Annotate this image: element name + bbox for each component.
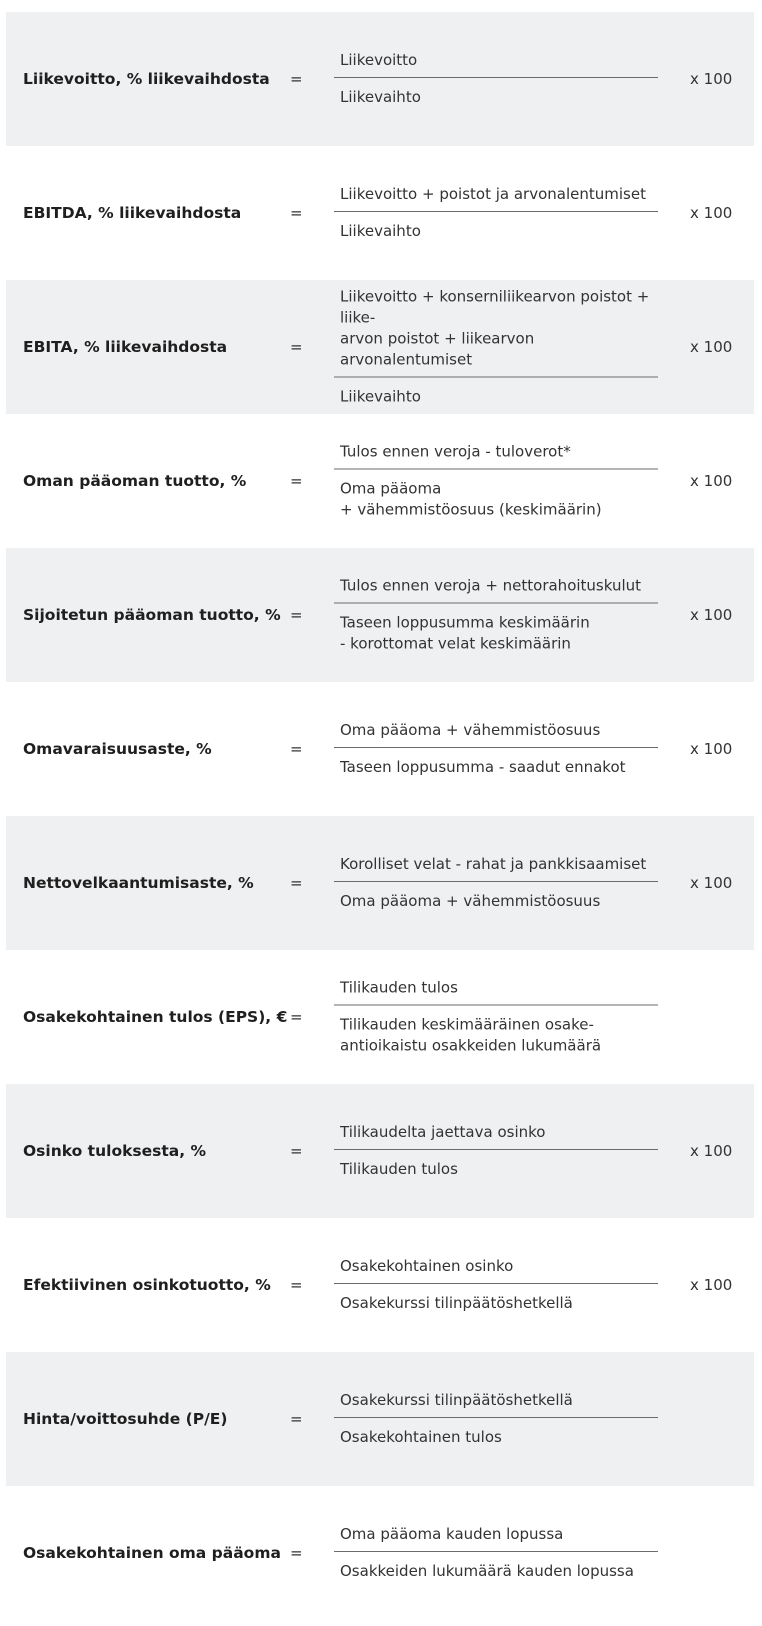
formula-row xyxy=(6,1084,754,1218)
denominator-line: Osakekurssi tilinpäätöshetkellä xyxy=(340,1294,573,1312)
equals-sign: = xyxy=(290,1142,303,1160)
equals-sign: = xyxy=(290,1544,303,1562)
formula-row xyxy=(6,12,754,146)
numerator xyxy=(334,978,658,1005)
formula-row xyxy=(6,682,754,816)
formula-row xyxy=(6,950,754,1084)
numerator-line: Tulos ennen veroja - tuloverot* xyxy=(340,442,571,461)
multiplier: x 100 xyxy=(690,1276,733,1294)
equals-sign: = xyxy=(290,1410,303,1428)
formula-label: Sijoitetun pääoman tuotto, % xyxy=(23,606,281,624)
multiplier: x 100 xyxy=(690,1142,733,1160)
numerator xyxy=(334,442,658,469)
numerator-line: Osakekohtainen osinko xyxy=(340,1257,514,1275)
fraction xyxy=(334,287,658,408)
numerator-line: Tulos ennen veroja + nettorahoituskulut xyxy=(340,576,642,595)
denominator-line: Oma pääoma + vähemmistöosuus xyxy=(340,892,601,910)
multiplier: x 100 xyxy=(690,740,733,758)
fraction xyxy=(334,576,658,655)
multiplier: x 100 xyxy=(690,204,733,222)
formula-label: Osakekohtainen tulos (EPS), € xyxy=(23,1008,288,1026)
formula-row xyxy=(6,1486,754,1620)
numerator xyxy=(334,50,658,77)
fraction xyxy=(334,1524,658,1582)
formula-label: EBITA, % liikevaihdosta xyxy=(23,338,228,356)
formula-row xyxy=(6,414,754,548)
denominator xyxy=(334,470,658,521)
numerator xyxy=(334,1256,658,1283)
denominator-line: Taseen loppusumma - saadut ennakot xyxy=(340,758,626,776)
denominator-line: Liikevaihto xyxy=(340,387,421,406)
numerator-line: arvon poistot + liikearvon arvonalentumiset xyxy=(340,329,535,369)
formula-label: Nettovelkaantumisaste, % xyxy=(23,874,254,892)
formula-label: EBITDA, % liikevaihdosta xyxy=(23,204,242,222)
numerator-line: Korolliset velat - rahat ja pankkisaamiset xyxy=(340,855,647,873)
fraction xyxy=(334,1122,658,1180)
numerator-line: Osakekurssi tilinpäätöshetkellä xyxy=(340,1391,573,1409)
numerator-line: Tilikauden tulos xyxy=(340,978,458,997)
denominator-line: Tilikauden tulos xyxy=(340,1160,458,1178)
formula-row xyxy=(6,816,754,950)
denominator-line: antioikaistu osakkeiden lukumäärä xyxy=(340,1036,602,1055)
formula-label: Omavaraisuusaste, % xyxy=(23,740,212,758)
formula-label: Efektiivinen osinkotuotto, % xyxy=(23,1276,271,1294)
denominator xyxy=(334,882,658,912)
fraction xyxy=(334,978,658,1057)
denominator-line: Osakekohtainen tulos xyxy=(340,1428,502,1446)
numerator-line: Oma pääoma kauden lopussa xyxy=(340,1525,564,1543)
numerator-line: Liikevoitto + poistot ja arvonalentumiset xyxy=(340,185,646,203)
formula-label: Oman pääoman tuotto, % xyxy=(23,472,247,490)
formula-row xyxy=(6,548,754,682)
formula-label: Hinta/voittosuhde (P/E) xyxy=(23,1410,228,1428)
multiplier: x 100 xyxy=(690,338,733,356)
numerator xyxy=(334,184,658,211)
numerator-line: Liikevoitto + konserniliikearvon poistot + liike- xyxy=(340,287,650,327)
denominator-line: Osakkeiden lukumäärä kauden lopussa xyxy=(340,1562,634,1580)
denominator-line: Tilikauden keskimääräinen osake- xyxy=(340,1015,594,1034)
denominator xyxy=(334,1284,658,1314)
formula-row xyxy=(6,146,754,280)
fraction xyxy=(334,720,658,778)
equals-sign: = xyxy=(290,338,303,356)
denominator-line: Taseen loppusumma keskimäärin xyxy=(340,613,590,632)
multiplier: x 100 xyxy=(690,472,733,490)
formula-label: Osinko tuloksesta, % xyxy=(23,1142,207,1160)
equals-sign: = xyxy=(290,204,303,222)
formula-label: Osakekohtainen oma pääoma xyxy=(23,1544,281,1562)
multiplier: x 100 xyxy=(690,606,733,624)
denominator xyxy=(334,604,658,655)
equals-sign: = xyxy=(290,70,303,88)
denominator xyxy=(334,212,658,242)
formula-row xyxy=(6,280,754,414)
fraction xyxy=(334,854,658,912)
denominator-line: Liikevaihto xyxy=(340,88,421,106)
denominator xyxy=(334,1552,658,1582)
denominator xyxy=(334,748,658,778)
fraction xyxy=(334,1390,658,1448)
denominator-line: Oma pääoma xyxy=(340,479,442,498)
equals-sign: = xyxy=(290,1008,303,1026)
denominator-line: + vähemmistöosuus (keskimäärin) xyxy=(340,500,602,519)
equals-sign: = xyxy=(290,740,303,758)
formula-row xyxy=(6,1218,754,1352)
fraction xyxy=(334,184,658,242)
numerator xyxy=(334,1524,658,1551)
fraction xyxy=(334,1256,658,1314)
fraction xyxy=(334,50,658,108)
numerator-line: Tilikaudelta jaettava osinko xyxy=(340,1123,546,1141)
denominator-line: - korottomat velat keskimäärin xyxy=(340,634,571,653)
denominator xyxy=(334,1150,658,1180)
fraction xyxy=(334,442,658,521)
denominator-line: Liikevaihto xyxy=(340,222,421,240)
equals-sign: = xyxy=(290,472,303,490)
numerator xyxy=(334,1122,658,1149)
multiplier: x 100 xyxy=(690,874,733,892)
numerator-line: Liikevoitto xyxy=(340,51,418,69)
formula-list xyxy=(6,12,754,1620)
equals-sign: = xyxy=(290,606,303,624)
numerator xyxy=(334,720,658,747)
formula-label: Liikevoitto, % liikevaihdosta xyxy=(23,70,270,88)
denominator xyxy=(334,1006,658,1057)
denominator xyxy=(334,378,658,408)
numerator-line: Oma pääoma + vähemmistöosuus xyxy=(340,721,601,739)
denominator xyxy=(334,1418,658,1448)
equals-sign: = xyxy=(290,1276,303,1294)
formula-row xyxy=(6,1352,754,1486)
numerator xyxy=(334,1390,658,1417)
numerator xyxy=(334,854,658,881)
numerator xyxy=(334,576,658,603)
equals-sign: = xyxy=(290,874,303,892)
numerator xyxy=(334,287,658,377)
denominator xyxy=(334,78,658,108)
multiplier: x 100 xyxy=(690,70,733,88)
